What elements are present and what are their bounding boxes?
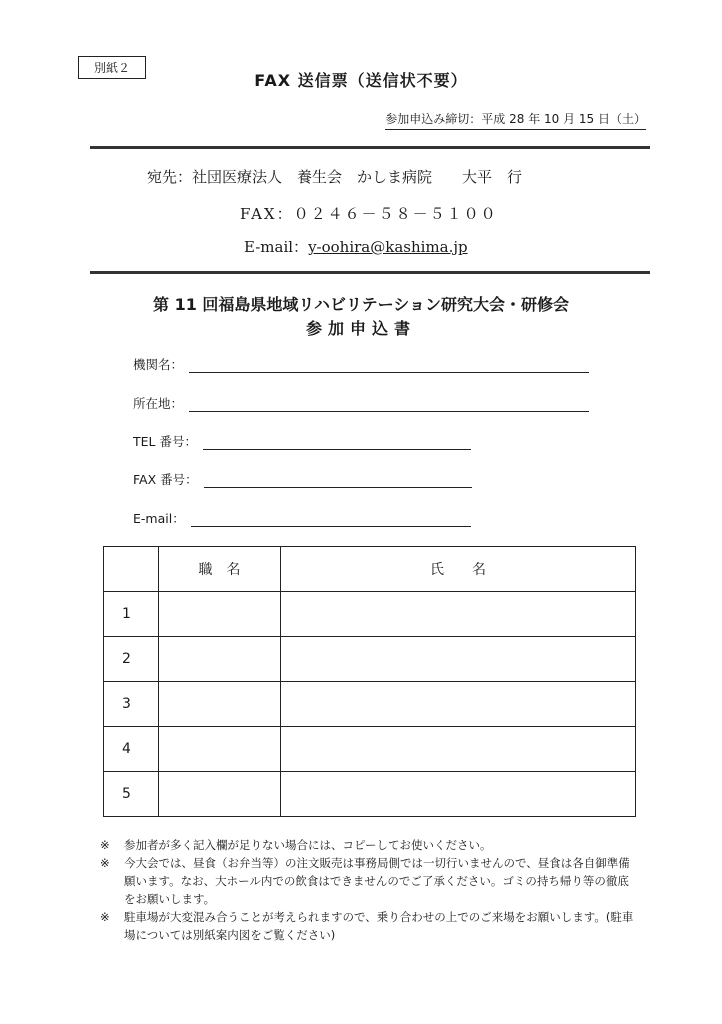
row-number: 5 (104, 772, 159, 817)
email-input-line[interactable] (191, 512, 471, 527)
recipient-fax: FAX：０２４６－５８－５１００ (240, 205, 498, 223)
table-header-row (104, 547, 636, 592)
note-text: 参加者が多く記入欄が足りない場合には、コピーしてお使いください。 (124, 838, 492, 852)
name-cell[interactable] (281, 637, 636, 682)
title-cell[interactable] (159, 637, 281, 682)
participant-table (103, 546, 636, 817)
field-address (133, 394, 589, 412)
name-cell[interactable] (281, 592, 636, 637)
name-cell[interactable] (281, 772, 636, 817)
title-cell[interactable] (159, 772, 281, 817)
note-text: 駐車場が大変混み合うことが考えられますので、乗り合わせの上でのご来場をお願いします。(駐車場については別紙案内図をご覧ください) (124, 910, 634, 942)
field-label: 所在地： (133, 396, 184, 411)
field-email (133, 509, 471, 527)
deadline-note: 参加申込み締切：平成 28 年 10 月 15 日（土） (385, 110, 646, 130)
row-number: 2 (104, 637, 159, 682)
table-row (104, 637, 636, 682)
form-title: 参加申込書 (305, 319, 416, 338)
row-number: 4 (104, 727, 159, 772)
name-cell[interactable] (281, 727, 636, 772)
table-row (104, 592, 636, 637)
address-input-line[interactable] (189, 397, 589, 412)
title-cell[interactable] (159, 727, 281, 772)
page-title: FAX 送信票（送信状不要） (254, 71, 468, 90)
recipient-line: 宛先：社団医療法人 養生会 かしま病院 大平 行 (147, 168, 523, 186)
attachment-tag: 別紙２ (78, 56, 146, 79)
field-label: TEL 番号： (133, 434, 197, 449)
note-item (100, 836, 640, 854)
note-text: 今大会では、昼食（お弁当等）の注文販売は事務局側では一切行いませんので、昼食は各自御準備願います。なお、大ホール内での飲食はできませんのでご了承ください。ゴミの持ち帰り等の徹底をお願いします。 (124, 856, 630, 906)
name-cell[interactable] (281, 682, 636, 727)
table-header-name: 氏 名 (281, 547, 636, 592)
fax-input-line[interactable] (204, 473, 472, 488)
note-item (100, 908, 640, 944)
title-cell[interactable] (159, 682, 281, 727)
table-header-no (104, 547, 159, 592)
tel-input-line[interactable] (203, 435, 471, 450)
field-label: FAX 番号： (133, 472, 198, 487)
field-label: E-mail： (133, 511, 185, 526)
field-fax (133, 470, 472, 488)
table-header-title: 職 名 (159, 547, 281, 592)
table-row (104, 682, 636, 727)
email-label: E-mail： (244, 238, 309, 256)
recipient-email (244, 236, 468, 257)
notes-section (100, 836, 640, 944)
title-cell[interactable] (159, 592, 281, 637)
row-number: 3 (104, 682, 159, 727)
note-mark: ※ (100, 910, 110, 924)
organization-input-line[interactable] (189, 358, 589, 373)
row-number: 1 (104, 592, 159, 637)
note-mark: ※ (100, 856, 110, 870)
divider-top (90, 146, 650, 149)
event-title: 第 11 回福島県地域リハビリテーション研究大会・研修会 (153, 295, 569, 314)
table-row (104, 772, 636, 817)
email-address-link[interactable]: y-oohira@kashima.jp (308, 238, 468, 256)
field-tel (133, 432, 471, 450)
note-mark: ※ (100, 838, 110, 852)
note-item (100, 854, 640, 908)
table-row (104, 727, 636, 772)
divider-bottom (90, 271, 650, 274)
field-label: 機関名： (133, 357, 184, 372)
field-organization (133, 355, 589, 373)
